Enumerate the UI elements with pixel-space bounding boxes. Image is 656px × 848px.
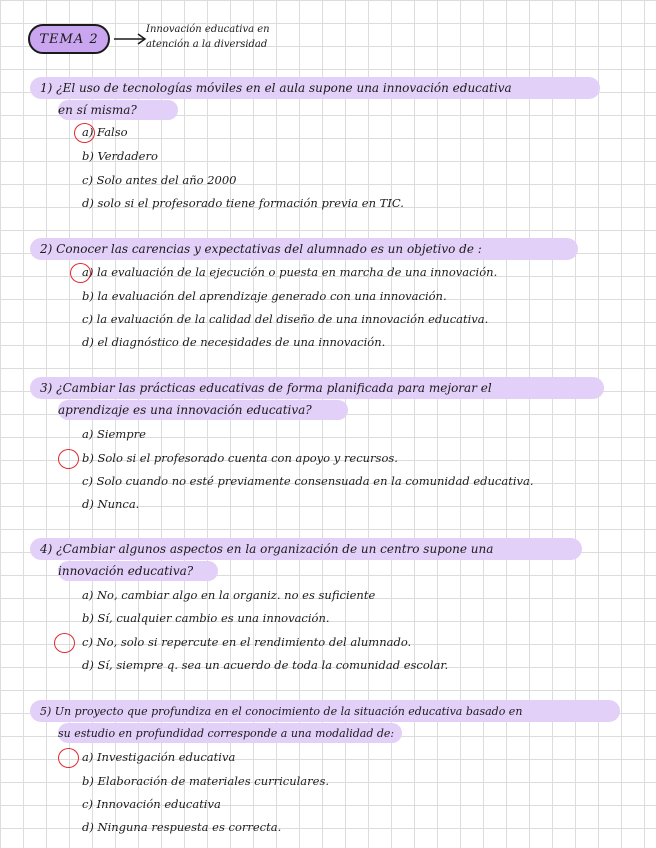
subtitle — [146, 22, 306, 52]
tema-badge: TEMA 2 — [28, 24, 110, 54]
question-2-line-1: 2) Conocer las carencias y expectativas del alumnado es un objetivo de : — [40, 242, 482, 256]
answer-mark-circle — [54, 633, 75, 653]
question-4-option-c: c) No, solo si repercute en el rendimiento del alumnado. — [82, 635, 412, 649]
question-3-option-b: b) Solo si el profesorado cuenta con apoyo y recursos. — [82, 451, 398, 465]
question-3-line-1: 3) ¿Cambiar las prácticas educativas de forma planificada para mejorar el — [40, 381, 492, 395]
question-2-option-c: c) la evaluación de la calidad del diseño de una innovación educativa. — [82, 312, 489, 326]
answer-mark-circle — [58, 449, 79, 469]
question-5-option-d: d) Ninguna respuesta es correcta. — [82, 820, 282, 834]
arrow-right-icon — [112, 32, 148, 46]
question-3-line-2: aprendizaje es una innovación educativa? — [58, 403, 312, 417]
subtitle-line-1: Innovación educativa en — [146, 24, 270, 35]
question-1-option-d: d) solo si el profesorado tiene formación previa en TIC. — [82, 196, 404, 210]
question-1-line-2: en sí misma? — [58, 103, 137, 117]
question-1-option-c: c) Solo antes del año 2000 — [82, 173, 237, 187]
question-1-option-b: b) Verdadero — [82, 149, 158, 163]
question-2-option-b: b) la evaluación del aprendizaje generado con una innovación. — [82, 289, 447, 303]
question-1-line-1: 1) ¿El uso de tecnologías móviles en el aula supone una innovación educativa — [40, 81, 512, 95]
question-4-line-2: innovación educativa? — [58, 564, 194, 578]
question-4-option-b: b) Sí, cualquier cambio es una innovación. — [82, 611, 330, 625]
question-4-option-a: a) No, cambiar algo en la organiz. no es suficiente — [82, 588, 376, 602]
question-3-option-a: a) Siempre — [82, 427, 146, 441]
subtitle-line-2: atención a la diversidad — [146, 39, 268, 50]
question-3-option-c: c) Solo cuando no esté previamente consensuada en la comunidad educativa. — [82, 474, 534, 488]
question-5-option-b: b) Elaboración de materiales curriculares. — [82, 774, 330, 788]
question-5-option-a: a) Investigación educativa — [82, 750, 236, 764]
question-5-line-2: su estudio en profundidad corresponde a una modalidad de: — [58, 727, 395, 740]
question-4-option-d: d) Sí, siempre q. sea un acuerdo de toda la comunidad escolar. — [82, 658, 449, 672]
answer-mark-circle — [58, 748, 79, 768]
question-2-option-d: d) el diagnóstico de necesidades de una innovación. — [82, 335, 386, 349]
question-3-option-d: d) Nunca. — [82, 497, 140, 511]
question-5-line-1: 5) Un proyecto que profundiza en el conocimiento de la situación educativa basado en — [40, 705, 523, 718]
question-5-option-c: c) Innovación educativa — [82, 797, 221, 811]
question-2-option-a: a) la evaluación de la ejecución o puesta en marcha de una innovación. — [82, 265, 498, 279]
question-1-option-a: a) Falso — [82, 125, 128, 139]
question-4-line-1: 4) ¿Cambiar algunos aspectos en la organización de un centro supone una — [40, 542, 494, 556]
